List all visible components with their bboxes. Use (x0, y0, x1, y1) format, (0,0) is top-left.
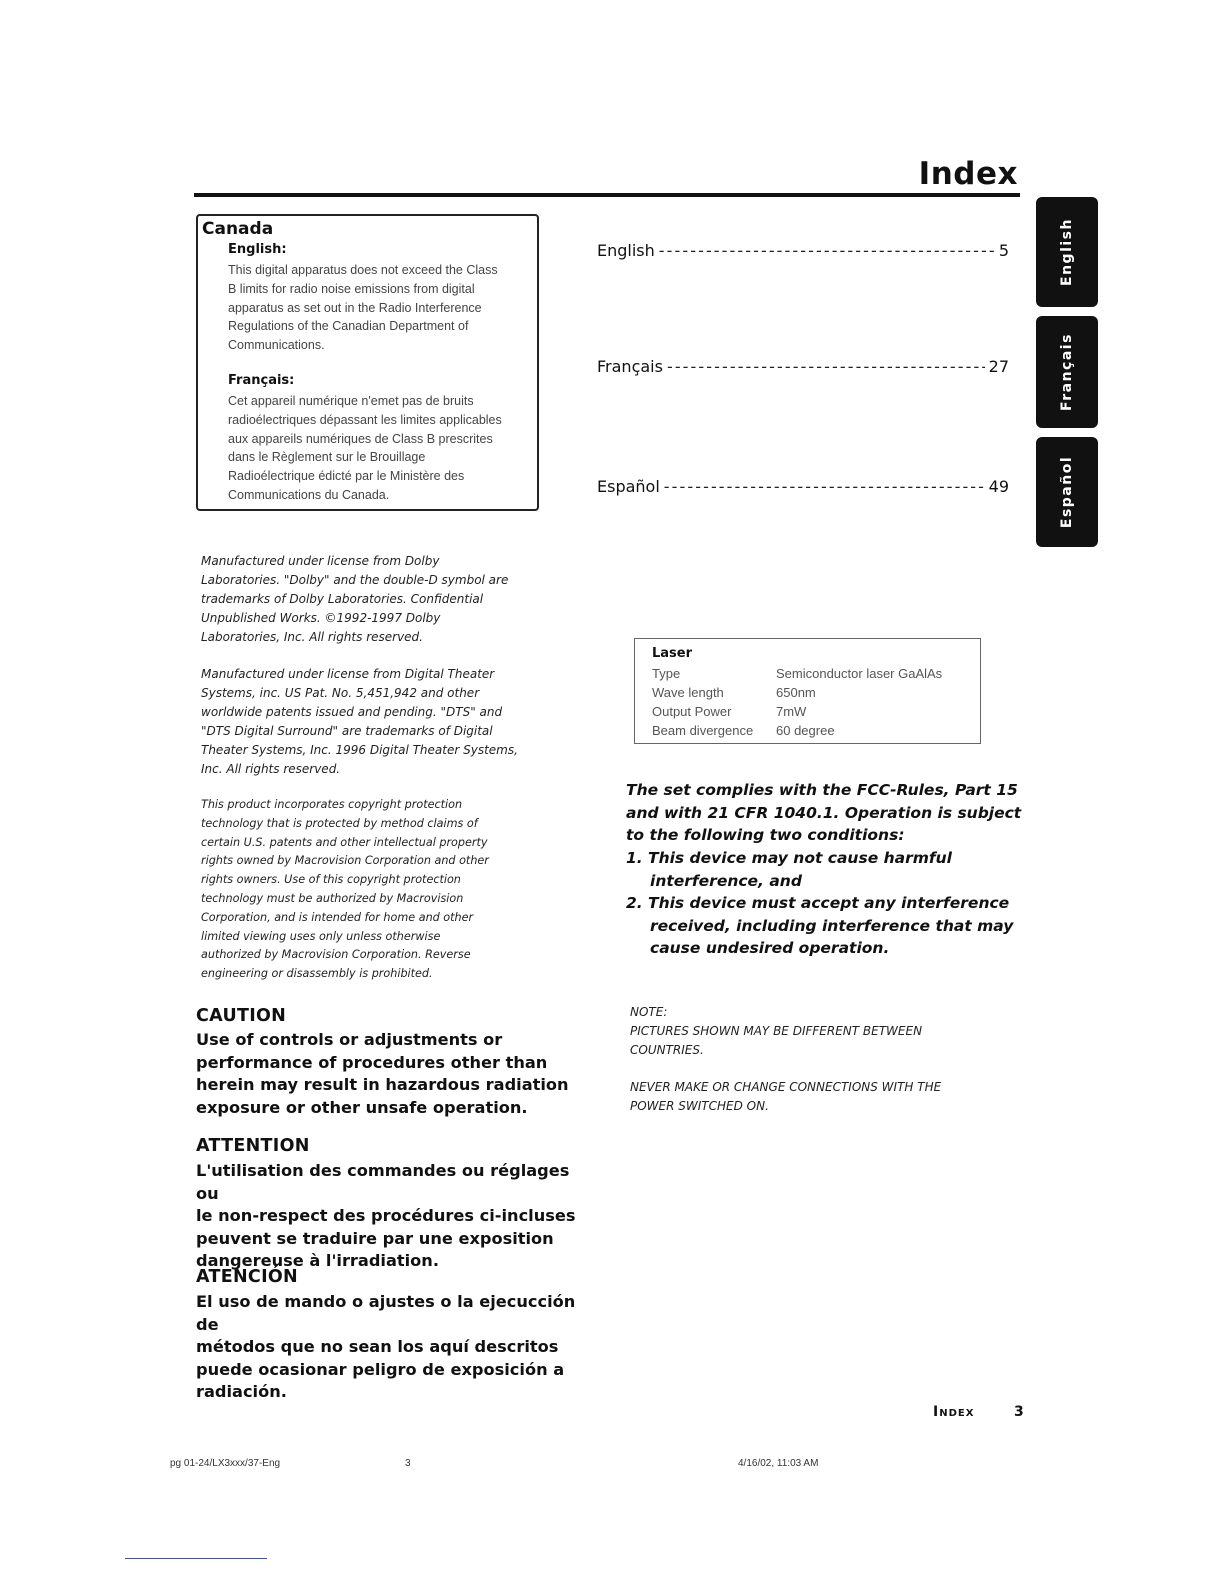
canada-heading: Canada (202, 219, 274, 239)
connection-warning (630, 1078, 1020, 1116)
tab-francais[interactable] (1036, 316, 1098, 428)
text-line: performance of procedures other than (196, 1052, 548, 1072)
text-line: worldwide patents issued and pending. "DTS" and (201, 705, 503, 719)
text-line: Corporation, and is intended for home and other (201, 910, 474, 924)
text-line: puede ocasionar peligro de exposición a (196, 1359, 565, 1379)
text-line: Manufactured under license from Digital Theater (201, 667, 495, 681)
laser-key: Beam divergence (652, 723, 754, 738)
text-line: radioélectriques dépassant les limites applicables (228, 412, 502, 427)
text-line: L'utilisation des commandes ou réglages ou (196, 1161, 570, 1203)
fcc-condition-2 (626, 892, 1026, 960)
footer-page-number: 3 (1014, 1404, 1024, 1420)
footer-section-label: Index (933, 1404, 975, 1420)
laser-row-power (652, 704, 806, 719)
text-line: El uso de mando o ajustes o la ejecucción de (196, 1292, 576, 1334)
text-line: rights owners. Use of this copyright protection (201, 873, 461, 887)
atencion-text (196, 1291, 596, 1404)
laser-key: Wave length (652, 685, 724, 700)
print-page-info: 3 (405, 1458, 411, 1469)
item-number: 1. (626, 849, 643, 867)
laser-row-wavelength (652, 685, 816, 700)
text-line: Communications du Canada. (228, 487, 390, 502)
text-line: COUNTRIES. (630, 1043, 704, 1057)
text-line: dangereuse à l'irradiation. (196, 1251, 439, 1271)
attention-heading: ATTENTION (196, 1136, 310, 1156)
toc-page: 27 (988, 357, 1009, 376)
text-line: limited viewing uses only unless otherwise (201, 929, 441, 943)
attention-text (196, 1160, 596, 1273)
laser-title: Laser (652, 646, 693, 661)
text-line: B limits for radio noise emissions from digital (228, 281, 475, 296)
tab-label: Français (1059, 333, 1075, 411)
caution-heading: CAUTION (196, 1006, 287, 1026)
text-line: Systems, inc. US Pat. No. 5,451,942 and other (201, 686, 480, 700)
text-line: cause undesired operation. (650, 939, 890, 958)
text-line: peuvent se traduire par une exposition (196, 1228, 554, 1248)
laser-value: 7mW (776, 704, 807, 719)
toc-entry-francais[interactable] (597, 357, 1009, 376)
text-line: This device must accept any interference (648, 894, 1010, 912)
text-line: POWER SWITCHED ON. (630, 1099, 769, 1113)
laser-key: Type (652, 666, 681, 681)
text-line: Laboratories. "Dolby" and the double-D symbol are (201, 573, 509, 587)
text-line: trademarks of Dolby Laboratories. Confidential (201, 592, 484, 606)
toc-entry-english[interactable] (597, 241, 1009, 260)
text-line: rights owned by Macrovision Corporation and other (201, 854, 489, 868)
toc-leader (667, 357, 985, 376)
text-line: technology that is protected by method claims of (201, 816, 478, 830)
toc-leader (664, 477, 985, 496)
laser-key: Output Power (652, 704, 732, 719)
text-line: and with 21 CFR 1040.1. Operation is subject (626, 803, 1022, 822)
text-line: This product incorporates copyright protection (201, 798, 463, 811)
text-line: exposure or other unsafe operation. (196, 1097, 528, 1117)
text-line: technology must be authorized by Macrovision (201, 891, 464, 905)
print-file-info: pg 01-24/LX3xxx/37-Eng (170, 1458, 281, 1469)
text-line: radiación. (196, 1382, 287, 1402)
text-line: dans le Règlement sur le Brouillage (228, 450, 426, 465)
text-line: métodos que no sean los aquí descritos (196, 1337, 559, 1357)
canada-english-heading: English: (228, 242, 287, 257)
caution-text (196, 1029, 596, 1119)
text-line: engineering or disassembly is prohibited. (201, 967, 433, 981)
note-label: NOTE: (630, 1005, 668, 1019)
text-line: Radioélectrique édicté par le Ministère des (228, 469, 465, 484)
text-line: le non-respect des procédures ci-incluses (196, 1206, 576, 1226)
toc-entry-espanol[interactable] (597, 477, 1009, 496)
text-line: authorized by Macrovision Corporation. Reverse (201, 948, 471, 962)
item-number: 2. (626, 894, 643, 912)
canada-english-text (228, 261, 528, 355)
tab-label: Español (1059, 455, 1075, 529)
text-line: Manufactured under license from Dolby (201, 554, 440, 568)
canada-french-heading: Français: (228, 373, 295, 388)
fcc-condition-1 (626, 847, 1026, 892)
text-line: Theater Systems, Inc. 1996 Digital Theater Systems, (201, 743, 518, 757)
text-line: certain U.S. patents and other intellectual property (201, 835, 488, 849)
laser-value: 650nm (776, 685, 816, 700)
text-line: herein may result in hazardous radiation (196, 1075, 569, 1095)
text-line: Inc. All rights reserved. (201, 762, 341, 776)
text-line: Use of controls or adjustments or (196, 1030, 503, 1049)
toc-page: 5 (998, 241, 1009, 260)
text-line: Cet appareil numérique n'emet pas de bruits (228, 394, 474, 408)
laser-value: 60 degree (776, 723, 835, 738)
toc-label: Español (597, 477, 660, 496)
text-line: This device may not cause harmful (648, 849, 952, 867)
text-line: NEVER MAKE OR CHANGE CONNECTIONS WITH THE (630, 1080, 942, 1094)
print-date-info: 4/16/02, 11:03 AM (738, 1458, 819, 1469)
laser-row-divergence (652, 723, 835, 738)
note-block (630, 1003, 1020, 1060)
page-title: Index (918, 156, 1018, 192)
tab-espanol[interactable] (1036, 437, 1098, 547)
text-line: interference, and (650, 871, 802, 890)
bottom-divider (125, 1558, 267, 1559)
text-line: Unpublished Works. ©1992-1997 Dolby (201, 611, 441, 625)
dts-notice (201, 665, 546, 779)
laser-row-type (652, 666, 942, 681)
dolby-notice (201, 552, 546, 647)
text-line: received, including interference that may (650, 916, 1014, 935)
fcc-intro (626, 779, 1026, 847)
text-line: Laboratories, Inc. All rights reserved. (201, 630, 423, 644)
canada-french-text (228, 392, 528, 505)
text-line: aux appareils numériques de Class B prescrites (228, 431, 493, 446)
text-line: apparatus as set out in the Radio Interference (228, 300, 482, 315)
atencion-heading: ATENCIÓN (196, 1267, 298, 1287)
toc-label: Français (597, 357, 663, 376)
macrovision-notice (201, 796, 546, 984)
text-line: to the following two conditions: (626, 826, 905, 845)
text-line: Communications. (228, 338, 325, 353)
title-rule (194, 193, 1020, 197)
text-line: "DTS Digital Surround" are trademarks of Digital (201, 724, 493, 738)
laser-value: Semiconductor laser GaAlAs (776, 666, 943, 681)
tab-english[interactable] (1036, 197, 1098, 307)
text-line: Regulations of the Canadian Department of (228, 319, 469, 334)
text-line: This digital apparatus does not exceed the Class (228, 263, 498, 277)
tab-label: English (1059, 218, 1076, 286)
toc-page: 49 (988, 477, 1009, 496)
toc-leader (659, 241, 995, 260)
text-line: The set complies with the FCC-Rules, Part 15 (626, 781, 1018, 799)
toc-label: English (597, 241, 655, 260)
text-line: PICTURES SHOWN MAY BE DIFFERENT BETWEEN (630, 1024, 923, 1038)
